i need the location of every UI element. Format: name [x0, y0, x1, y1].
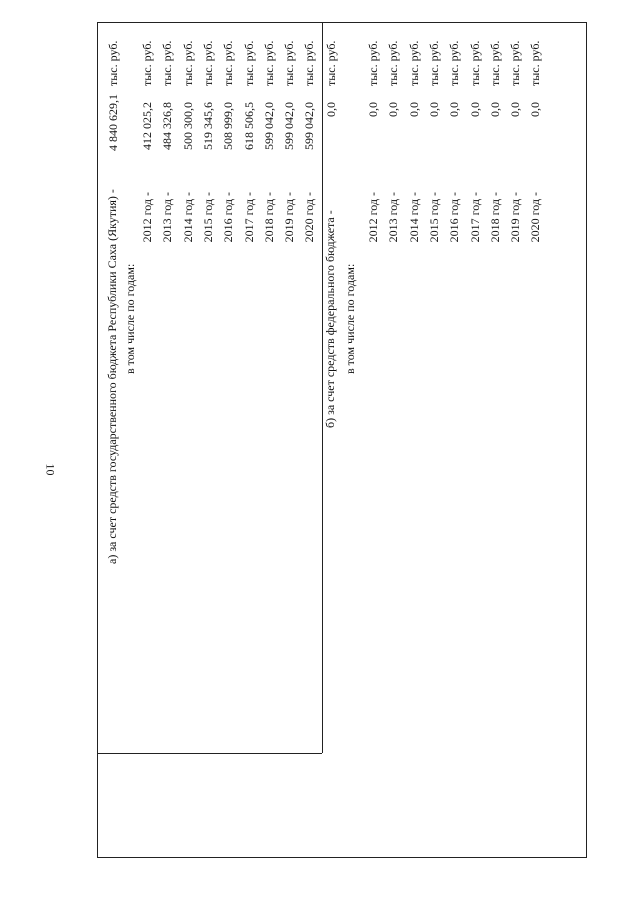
- page-number: 10: [43, 463, 58, 476]
- year-unit: тыс. руб.: [160, 40, 175, 86]
- year-row: [444, 22, 464, 752]
- year-unit: тыс. руб.: [447, 40, 462, 86]
- year-value: 0,0: [366, 102, 380, 117]
- year-value: 599 042,0: [302, 102, 317, 150]
- year-row: [279, 22, 299, 752]
- rotated-content: [97, 22, 587, 752]
- year-row: [465, 22, 485, 752]
- year-value: 0,0: [528, 102, 543, 117]
- year-label: 2012 год -: [140, 192, 154, 243]
- year-label: 2017 год -: [241, 192, 256, 243]
- section-b-total-row: [321, 22, 341, 752]
- year-unit: тыс. руб.: [366, 40, 380, 86]
- year-unit: тыс. руб.: [282, 40, 297, 86]
- year-value: 0,0: [508, 102, 523, 117]
- year-unit: тыс. руб.: [406, 40, 421, 86]
- year-label: 2015 год -: [426, 192, 441, 243]
- year-value: 412 025,2: [140, 102, 154, 150]
- year-label: 2013 год -: [160, 192, 175, 243]
- year-label: 2020 год -: [302, 192, 317, 243]
- year-value: 0,0: [386, 102, 401, 117]
- section-a-total: 4 840 629,1: [106, 94, 120, 151]
- year-value: 599 042,0: [282, 102, 297, 150]
- year-row: [383, 22, 403, 752]
- year-row: [137, 22, 157, 752]
- year-label: 2018 год -: [261, 192, 276, 243]
- year-value: 0,0: [447, 102, 462, 117]
- year-row: [424, 22, 444, 752]
- year-label: 2012 год -: [366, 192, 380, 243]
- year-unit: тыс. руб.: [487, 40, 502, 86]
- year-unit: тыс. руб.: [508, 40, 523, 86]
- year-value: 519 345,6: [200, 102, 215, 150]
- year-label: 2019 год -: [508, 192, 523, 243]
- row-divider: [98, 753, 322, 754]
- year-value: 508 999,0: [221, 102, 236, 150]
- year-value: 0,0: [426, 102, 441, 117]
- year-label: 2016 год -: [447, 192, 462, 243]
- year-label: 2018 год -: [487, 192, 502, 243]
- section-b-subtitle: в том числе по годам:: [343, 263, 357, 374]
- year-value: 500 300,0: [180, 102, 195, 150]
- year-value: 0,0: [467, 102, 482, 117]
- section-b-total: 0,0: [324, 102, 338, 117]
- year-unit: тыс. руб.: [140, 40, 154, 86]
- year-label: 2019 год -: [282, 192, 297, 243]
- year-label: 2013 год -: [386, 192, 401, 243]
- year-value: 618 506,5: [241, 102, 256, 150]
- section-a-total-row: [103, 22, 123, 752]
- year-value: 0,0: [406, 102, 421, 117]
- year-unit: тыс. руб.: [426, 40, 441, 86]
- year-label: 2014 год -: [406, 192, 421, 243]
- year-row: [178, 22, 198, 752]
- year-unit: тыс. руб.: [221, 40, 236, 86]
- year-value: 0,0: [487, 102, 502, 117]
- section-a-subtitle: в том числе по годам:: [123, 263, 137, 374]
- year-value: 484 326,8: [160, 102, 175, 150]
- section-a-title: а) за счет средств государственного бюджета Республики Саха (Якутия) -: [105, 189, 119, 564]
- year-row: [485, 22, 505, 752]
- year-value: 599 042,0: [261, 102, 276, 150]
- section-b-total-unit: тыс. руб.: [324, 40, 338, 86]
- year-row: [157, 22, 177, 752]
- year-unit: тыс. руб.: [200, 40, 215, 86]
- year-label: 2017 год -: [467, 192, 482, 243]
- year-label: 2020 год -: [528, 192, 543, 243]
- section-b-title: б) за счет средств федерального бюджета -: [323, 210, 337, 428]
- year-row: [259, 22, 279, 752]
- year-label: 2016 год -: [221, 192, 236, 243]
- year-label: 2015 год -: [200, 192, 215, 243]
- year-row: [299, 22, 319, 752]
- year-unit: тыс. руб.: [528, 40, 543, 86]
- year-row: [404, 22, 424, 752]
- year-row: [363, 22, 383, 752]
- year-row: [525, 22, 545, 752]
- year-unit: тыс. руб.: [241, 40, 256, 86]
- year-row: [218, 22, 238, 752]
- year-unit: тыс. руб.: [467, 40, 482, 86]
- year-unit: тыс. руб.: [261, 40, 276, 86]
- year-row: [198, 22, 218, 752]
- section-a-total-unit: тыс. руб.: [106, 40, 120, 86]
- year-label: 2014 год -: [180, 192, 195, 243]
- year-unit: тыс. руб.: [302, 40, 317, 86]
- year-row: [505, 22, 525, 752]
- year-unit: тыс. руб.: [386, 40, 401, 86]
- rotated-inner: [97, 22, 587, 752]
- year-unit: тыс. руб.: [180, 40, 195, 86]
- year-row: [239, 22, 259, 752]
